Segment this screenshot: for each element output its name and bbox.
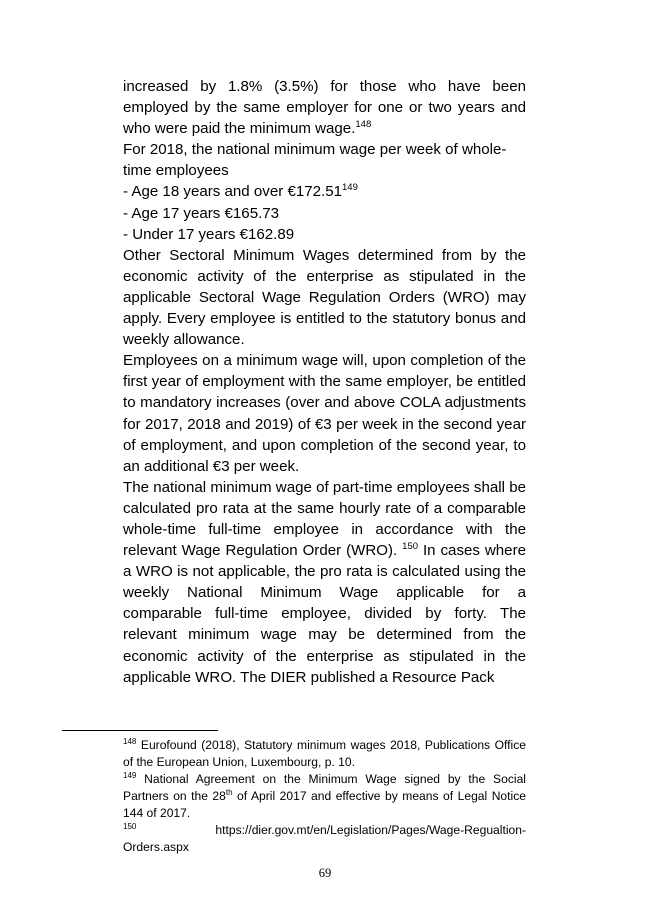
list-item-age-17-text: - Age 17 years €165.73	[123, 204, 280, 222]
footnote-number-wrap	[123, 822, 163, 839]
paragraph-2	[123, 139, 526, 181]
footnote-url-link-cont[interactable]: Orders.aspx	[123, 840, 189, 854]
footnote-text: Eurofound (2018), Statutory minimum wages 2018, Publications Office of the European Union, Luxembourg, p. 10.	[123, 738, 526, 769]
paragraph-part-time-text-a: The national minimum wage of part-time employees shall be calculated pro rata at the same hourly rate of a comparable whole-time full-time employee in accordance with the relevant Wage Regulation Order (WRO).	[123, 478, 526, 560]
paragraph-1	[123, 76, 526, 139]
footnote-149	[123, 771, 526, 822]
footnote-url-link[interactable]: https://dier.gov.mt/en/Legislation/Pages/Wage-Regualtion-	[215, 823, 526, 837]
paragraph-mandatory-increases-text: Employees on a minimum wage will, upon completion of the first year of employment with the same employer, be entitled to mandatory increases (over and above COLA adjustments for 2017, 2018 and 2019) of €3 per week in the second year of employment, and upon completion of the second year, to an additional €3 per week.	[123, 352, 526, 475]
footnote-ref-150[interactable]: 150	[402, 541, 419, 553]
paragraph-2-text: For 2018, the national minimum wage per week of whole-time employees	[123, 141, 507, 180]
body-text	[123, 76, 526, 688]
footnote-ref-149[interactable]: 149	[342, 182, 358, 194]
paragraph-mandatory-increases	[123, 350, 526, 477]
footnote-150-cont	[123, 839, 526, 856]
footnote-separator	[62, 730, 218, 731]
footnote-text: of April 2017 and effective by means of Legal Notice 144 of 2017.	[123, 789, 526, 820]
list-item-age-18-text: - Age 18 years and over €172.51	[123, 183, 343, 201]
footnote-150	[123, 822, 526, 839]
ordinal-suffix: th	[225, 788, 233, 797]
footnote-number: 148	[123, 737, 137, 746]
list-item-age-17	[123, 203, 526, 224]
footnotes	[123, 737, 526, 856]
footnote-ref-148[interactable]: 148	[355, 119, 372, 131]
footnote-number: 149	[123, 771, 137, 780]
list-item-under-17-text: - Under 17 years €162.89	[123, 225, 295, 243]
list-item-under-17	[123, 224, 526, 245]
page-number: 69	[318, 866, 332, 880]
list-item-age-18	[123, 181, 526, 202]
footnote-text: National Agreement on the Minimum Wage signed by the Social Partners on the 28	[123, 772, 526, 803]
paragraph-part-time	[123, 477, 526, 688]
paragraph-part-time-text-b: In cases where a WRO is not applicable, the pro rata is calculated using the weekly National Minimum Wage applicable for a comparable full-time employee, divided by forty. The relevant minimum wage may be determined from the economic activity of the enterprise as stipulated in the applicable WRO. The DIER published a Resource Pack	[123, 542, 526, 686]
footnote-number: 150	[123, 822, 137, 831]
paragraph-1-text: increased by 1.8% (3.5%) for those who have been employed by the same employer for one or two years and who were paid the minimum wage.	[123, 78, 526, 138]
paragraph-sectoral-wages	[123, 245, 526, 350]
footnote-148	[123, 737, 526, 771]
paragraph-sectoral-wages-text: Other Sectoral Minimum Wages determined from by the economic activity of the enterprise as stipulated in the applicable Sectoral Wage Regulation Orders (WRO) may apply. Every employee is entitled to the statutory bonus and weekly allowance.	[123, 246, 526, 349]
